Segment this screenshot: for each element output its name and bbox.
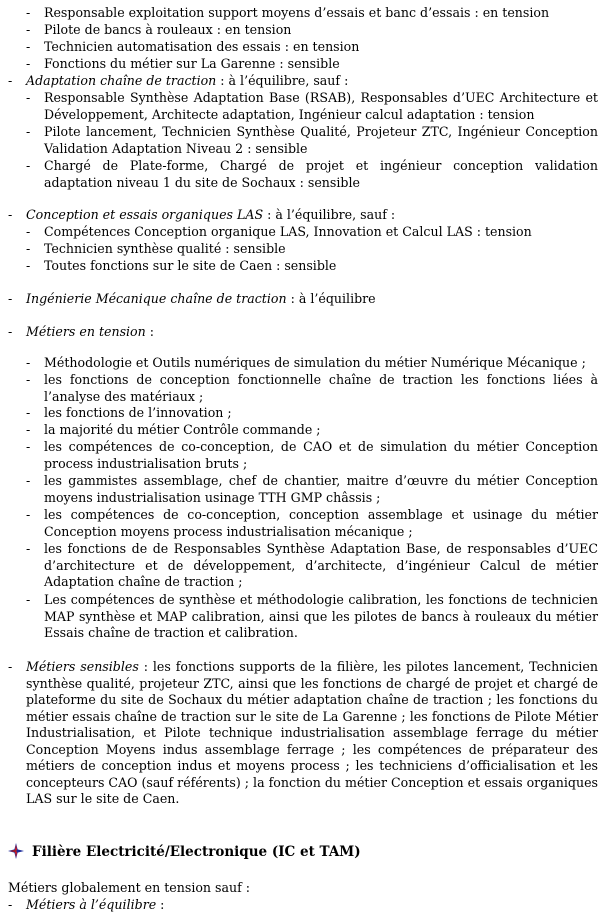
dash-bullet: - bbox=[26, 39, 31, 54]
dash-bullet: - bbox=[26, 56, 31, 71]
equilibre-title: Métiers à l’équilibre bbox=[26, 897, 157, 912]
dash-bullet: - bbox=[8, 659, 13, 674]
list-item-text: les fonctions de de Responsables Synthèse Adaptation Base, de responsables d’UEC d’architecture et de développement, d’architecte, d’ingénieur Calcul de métier Adaptation chaîne de traction ; bbox=[44, 541, 598, 589]
dash-bullet: - bbox=[8, 207, 13, 222]
tension-heading bbox=[26, 324, 598, 341]
list-item-text: Chargé de Plate-forme, Chargé de projet et ingénieur conception validation adaptation niveau 1 du site de Sochaux : sensible bbox=[44, 158, 598, 190]
conception-las-heading bbox=[26, 207, 598, 224]
adaptation-title: Adaptation chaîne de traction bbox=[26, 73, 217, 88]
dash-bullet: - bbox=[26, 473, 31, 488]
sensibles-paragraph bbox=[26, 659, 598, 808]
list-item-text: Responsable exploitation support moyens d’essais et banc d’essais : en tension bbox=[44, 5, 550, 20]
list-item-text: les fonctions de conception fonctionnelle chaîne de traction les fonctions liées à l’analyse des matériaux ; bbox=[44, 372, 598, 404]
sensibles-title: Métiers sensibles bbox=[26, 659, 139, 674]
conception-las-suffix: : à l’équilibre, sauf : bbox=[263, 207, 396, 222]
equilibre-suffix: : bbox=[156, 897, 165, 912]
list-item-text: Compétences Conception organique LAS, Innovation et Calcul LAS : tension bbox=[44, 224, 532, 239]
dash-bullet: - bbox=[8, 291, 13, 306]
dash-bullet: - bbox=[8, 897, 13, 912]
dash-bullet: - bbox=[26, 592, 31, 607]
list-item-text: les fonctions de l’innovation ; bbox=[44, 405, 232, 420]
list-item-text: Méthodologie et Outils numériques de simulation du métier Numérique Mécanique ; bbox=[44, 355, 586, 370]
adaptation-heading bbox=[26, 73, 598, 90]
dash-bullet: - bbox=[26, 224, 31, 239]
dash-bullet: - bbox=[8, 324, 13, 339]
section-intro: Métiers globalement en tension sauf : bbox=[8, 880, 251, 895]
list-item-text: Pilote lancement, Technicien Synthèse Qualité, Projeteur ZTC, Ingénieur Conception Validation Adaptation Niveau 2 : sensible bbox=[44, 124, 598, 156]
dash-bullet: - bbox=[26, 22, 31, 37]
list-item-text: les compétences de co-conception, de CAO et de simulation du métier Conception process industrialisation bruts ; bbox=[44, 439, 598, 471]
dash-bullet: - bbox=[26, 124, 31, 139]
dash-bullet: - bbox=[26, 258, 31, 273]
list-item-text: les compétences de co-conception, conception assemblage et usinage du métier Conception moyens process industrialisation mécanique ; bbox=[44, 507, 598, 539]
dash-bullet: - bbox=[26, 90, 31, 105]
dash-bullet: - bbox=[26, 241, 31, 256]
dash-bullet: - bbox=[26, 439, 31, 454]
dash-bullet: - bbox=[26, 507, 31, 522]
list-item-text: Technicien synthèse qualité : sensible bbox=[44, 241, 286, 256]
adaptation-suffix: : à l’équilibre, sauf : bbox=[216, 73, 349, 88]
conception-las-title: Conception et essais organiques LAS bbox=[26, 207, 264, 222]
list-item-text: Fonctions du métier sur La Garenne : sensible bbox=[44, 56, 340, 71]
section-title: Filière Electricité/Electronique (IC et TAM) bbox=[32, 844, 361, 860]
dash-bullet: - bbox=[26, 405, 31, 420]
section-heading bbox=[8, 843, 361, 861]
tension-title: Métiers en tension bbox=[26, 324, 146, 339]
dash-bullet: - bbox=[26, 5, 31, 20]
equilibre-heading bbox=[26, 897, 598, 914]
list-item-text: Responsable Synthèse Adaptation Base (RSAB), Responsables d’UEC Architecture et Développement, Architecte adaptation, Ingénieur calcul adaptation : tension bbox=[44, 90, 598, 122]
dash-bullet: - bbox=[26, 541, 31, 556]
ingenierie-heading bbox=[26, 291, 598, 308]
dash-bullet: - bbox=[26, 355, 31, 370]
tension-suffix: : bbox=[145, 324, 155, 339]
dash-bullet: - bbox=[8, 73, 13, 88]
list-item-text: Pilote de bancs à rouleaux : en tension bbox=[44, 22, 292, 37]
dash-bullet: - bbox=[26, 422, 31, 437]
list-item-text: la majorité du métier Contrôle commande ; bbox=[44, 422, 321, 437]
list-item-text: Toutes fonctions sur le site de Caen : sensible bbox=[44, 258, 337, 273]
dash-bullet: - bbox=[26, 372, 31, 387]
ingenierie-title: Ingénierie Mécanique chaîne de traction bbox=[26, 291, 287, 306]
list-item-text: les gammistes assemblage, chef de chantier, maitre d’œuvre du métier Conception moyens industrialisation usinage TTH GMP châssis ; bbox=[44, 473, 598, 505]
ingenierie-suffix: : à l’équilibre bbox=[286, 291, 376, 306]
red-blue-star-bullet-icon bbox=[8, 843, 24, 859]
list-item-text: Les compétences de synthèse et méthodologie calibration, les fonctions de technicien MAP synthèse et MAP calibration, ainsi que les pilotes de bancs à rouleaux du métier Essais chaîne de traction et calibration. bbox=[44, 592, 598, 640]
dash-bullet: - bbox=[26, 158, 31, 173]
sensibles-text: : les fonctions supports de la filière, les pilotes lancement, Technicien synthèse qualité, projeteur ZTC, ainsi que les fonctions de chargé de projet et chargé de plateforme du site de Sochaux du métier adaptation chaîne de traction ; les fonctions du métier essais chaîne de traction sur le site de La Garenne ; les fonctions de Pilote Métier Industrialisation, et Pilote technique industrialisation assemblage ferrage du métier Conception Moyens indus assemblage ferrage ; les compétences de préparateur des métiers de conception indus et moyens process ; les techniciens d’officialisation et les concepteurs CAO (sauf référents) ; la fonction du métier Conception et essais organiques LAS sur le site de Caen. bbox=[26, 659, 598, 806]
list-item-text: Technicien automatisation des essais : en tension bbox=[44, 39, 360, 54]
